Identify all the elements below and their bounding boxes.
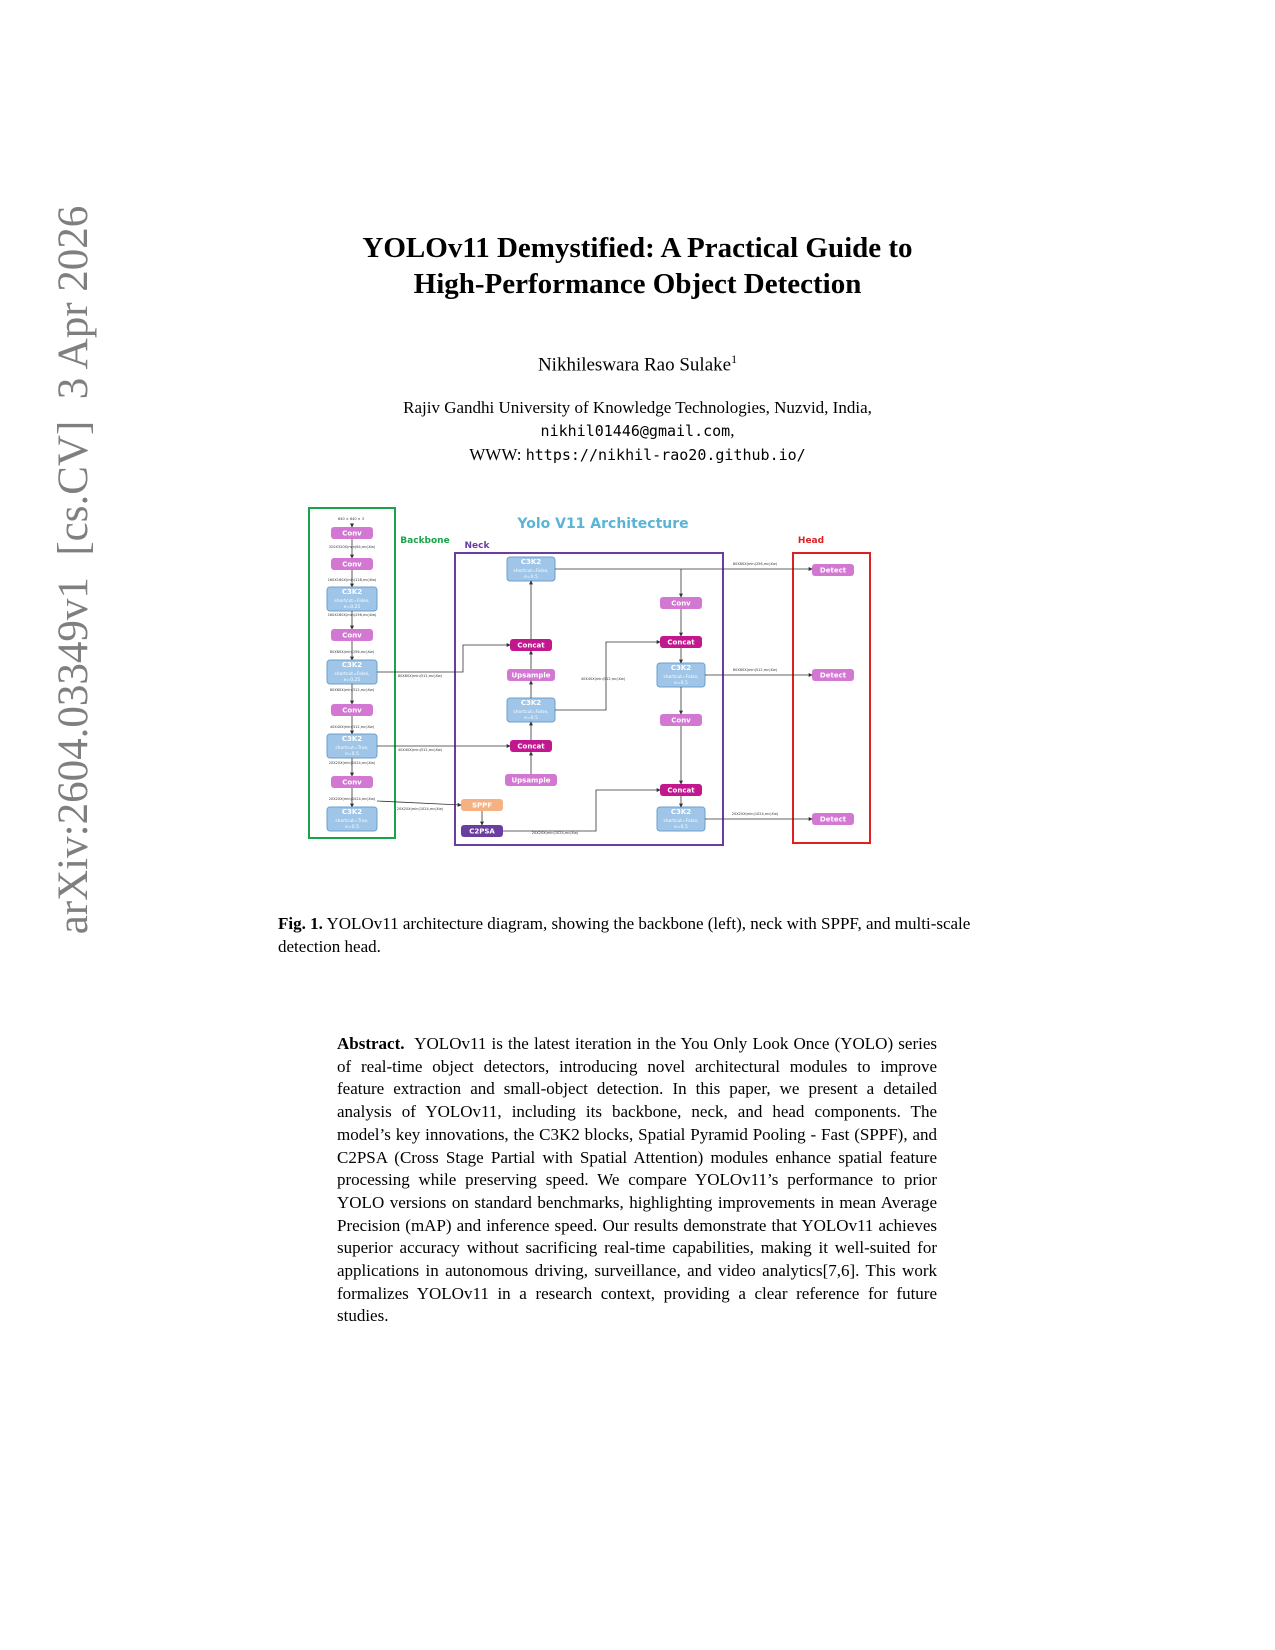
backbone-block-4-label: Conv	[342, 631, 362, 640]
neck-concat-4-label: Concat	[667, 786, 695, 795]
neck-c3k2-top-label: C3K2	[520, 558, 542, 566]
email-link[interactable]: nikhil01446@gmail.com	[540, 422, 731, 440]
neck-c3k2-right-mid-sub2: e=0.5	[674, 681, 688, 686]
backbone-block-8-label: Conv	[342, 778, 362, 787]
backbone-block-7-sub2: e=0.5	[345, 752, 359, 757]
c3k2mid-to-concat3	[555, 642, 660, 710]
neck-c3k2-right-bottom-sub1: shortcut=False,	[663, 819, 699, 824]
neck-upsample-1-label: Upsample	[511, 671, 551, 680]
backbone-shape-2: 160X160X(min(128,mc)Xw)	[327, 578, 377, 582]
backbone-block-1-label: Conv	[342, 529, 362, 538]
backbone-block-9-sub1: shortcut=True,	[335, 819, 369, 824]
neck-sppf-label: SPPF	[471, 801, 493, 810]
architecture-figure	[320, 516, 920, 885]
neck-c3k2-mid-label: C3K2	[520, 699, 542, 707]
backbone-shape-4: 80X80X(min(256,mc)Xw)	[329, 650, 375, 654]
backbone-block-5-label: C3K2	[341, 661, 363, 669]
web-label: WWW:	[469, 445, 522, 464]
author-name: Nikhileswara Rao Sulake	[537, 354, 732, 376]
backbone-label: Backbone	[400, 536, 450, 546]
caption-label: Fig. 1.	[278, 914, 323, 933]
backbone-shape-5: 80X80X(min(512,mc)Xw)	[329, 688, 375, 692]
institution: Rajiv Gandhi University of Knowledge Technologies, Nuzvid, India,	[403, 398, 872, 417]
caption-text: YOLOv11 architecture diagram, showing the backbone (left), neck with SPPF, and multi-scale detection head.	[278, 914, 971, 956]
backbone-to-sppf	[377, 801, 461, 805]
neck-c3k2-top-sub1: shortcut=False,	[513, 569, 549, 574]
arxiv-id: arXiv:2604.03349v1	[50, 577, 97, 935]
neck-shape-mid: 40X40X(min(512,mc)Xw)	[580, 677, 626, 681]
neck-concat-2-label: Concat	[517, 742, 545, 751]
neck-conv-1-label: Conv	[671, 599, 691, 608]
neck-c3k2-right-mid-sub1: shortcut=False,	[663, 675, 699, 680]
backbone-block-9-sub2: e=0.5	[345, 825, 359, 830]
backbone-shape-3: 160X160X(min(256,mc)Xw)	[327, 613, 377, 617]
head-box	[793, 553, 870, 843]
neck-c3k2-right-bottom-sub2: e=0.5	[674, 825, 688, 830]
backbone-block-6-label: Conv	[342, 706, 362, 715]
head-label: Head	[797, 536, 825, 546]
c2psa-to-concat-4	[503, 790, 660, 831]
arxiv-date: 3 Apr 2026	[50, 205, 97, 400]
arxiv-category: [cs.CV]	[50, 420, 97, 556]
input-shape-label: 640 × 640 × 3	[338, 517, 364, 521]
web-link[interactable]: https://nikhil-rao20.github.io/	[525, 446, 806, 464]
detect-small-label: Detect	[819, 815, 847, 824]
backbone-block-5-sub1: shortcut=False,	[334, 672, 370, 677]
backbone-shape-7: 20X20X(min(1024,mc)Xw)	[328, 761, 376, 765]
backbone-block-9-label: C3K2	[341, 808, 363, 816]
backbone-block-2-label: Conv	[342, 560, 362, 569]
backbone-block-3-sub2: e=0.25	[343, 605, 361, 610]
skip-shape-p3: 40X40X(min(512,mc)Xw)	[397, 748, 443, 752]
backbone-shape-6: 40X40X(min(512,mc)Xw)	[329, 725, 375, 729]
neck-conv-2-label: Conv	[671, 716, 691, 725]
neck-c3k2-right-mid-label: C3K2	[670, 664, 692, 672]
backbone-block-7-label: C3K2	[341, 735, 363, 743]
neck-c3k2-top-sub2: e=0.5	[524, 575, 538, 580]
paper-title	[0, 230, 1275, 302]
abstract	[337, 1033, 937, 1328]
backbone-block-5-sub2: e=0.25	[343, 678, 361, 683]
backbone-block-3-label: C3K2	[341, 588, 363, 596]
c2psa-shape: 20X20X(min(1024,mc)Xw)	[531, 831, 579, 835]
detect-shape-large: 80X80X(min(256,mc)Xw)	[732, 562, 778, 566]
neck-c3k2-mid-sub1: shortcut=False,	[513, 710, 549, 715]
detect-medium-label: Detect	[819, 671, 847, 680]
neck-concat-3-label: Concat	[667, 638, 695, 647]
affiliation: Rajiv Gandhi University of Knowledge Technologies, Nuzvid, India, nikhil01446@gmail.com, WWW: https://nikhil-rao20.github.io/	[0, 396, 1275, 467]
skip-p4-to-concat-1	[377, 645, 510, 672]
abstract-text: YOLOv11 is the latest iteration in the You Only Look Once (YOLO) series of real-time object detectors, introducing novel architectural modules to improve feature extraction and small-object detection. In this paper, we present a detailed analysis of YOLOv11, including its backbone, neck, and head components. The model’s key innovations, the C3K2 blocks, Spatial Pyramid Pooling - Fast (SPPF), and C2PSA (Cross Stage Partial with Spatial Attention) modules enhance spatial feature processing while preserving speed. We compare YOLOv11’s performance to prior YOLO versions on standard benchmarks, highlighting improvements in mean Average Precision (mAP) and inference speed. Our results demonstrate that YOLOv11 achieves superior accuracy without sacrificing real-time capabilities, making it well-suited for applications in autonomous driving, surveillance, and video analytics[7,6]. This work formalizes YOLOv11 in a research context, providing a clear reference for future studies.	[337, 1034, 937, 1326]
neck-upsample-2-label: Upsample	[511, 776, 551, 785]
title-line-2: High-Performance Object Detection	[413, 268, 862, 300]
author-mark: 1	[731, 352, 738, 366]
skip-shape-p4: 80X80X(min(512,mc)Xw)	[397, 674, 443, 678]
detect-shape-medium: 80X80X(min(512,mc)Xw)	[732, 668, 778, 672]
abstract-label: Abstract.	[337, 1034, 405, 1053]
arxiv-identifier	[44, 20, 104, 1120]
title-line-1: YOLOv11 Demystified: A Practical Guide to	[362, 232, 913, 264]
detect-large-label: Detect	[819, 566, 847, 575]
author	[0, 352, 1275, 376]
detect-shape-small: 20X20X(min(1024,mc)Xw)	[731, 812, 779, 816]
backbone-shape-8: 20X20X(min(1024,mc)Xw)	[328, 797, 376, 801]
neck-c3k2-mid-sub2: e=0.5	[524, 716, 538, 721]
backbone-block-7-sub1: shortcut=True,	[335, 746, 369, 751]
sppf-shape: 20X20X(min(1024,mc)Xw)	[396, 807, 444, 811]
backbone-block-3-sub1: shortcut=False,	[334, 599, 370, 604]
backbone-shape-1: 320X320X(min(64,mc)Xw)	[328, 545, 376, 549]
neck-concat-1-label: Concat	[517, 641, 545, 650]
neck-c3k2-right-bottom-label: C3K2	[670, 808, 692, 816]
neck-c2psa-label: C2PSA	[469, 827, 495, 836]
neck-label: Neck	[464, 541, 490, 551]
figure-title: Yolo V11 Architecture	[517, 516, 689, 532]
figure-caption	[278, 912, 998, 958]
